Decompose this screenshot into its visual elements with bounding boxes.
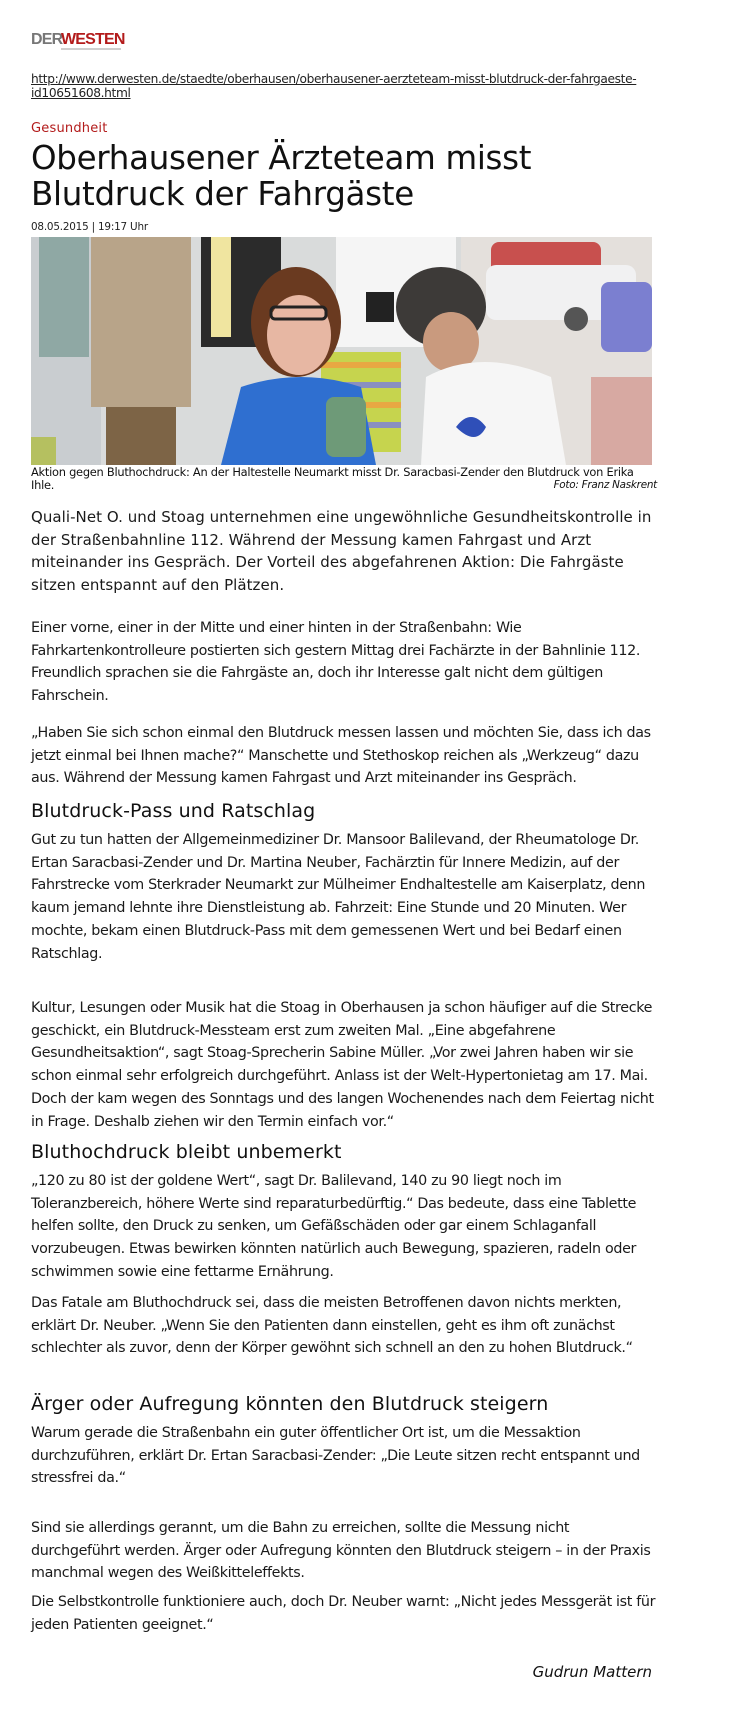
section-heading: Bluthochdruck bleibt unbemerkt	[31, 1141, 342, 1163]
article-paragraph: Warum gerade die Straßenbahn ein guter öffentlicher Ort ist, um die Messaktion durchzuführen, erklärt Dr. Ertan Saracbasi-Zender: „Die Leute sitzen recht entspannt und stressfrei da.“	[31, 1425, 640, 1487]
article-paragraph: Kultur, Lesungen oder Musik hat die Stoag in Oberhausen ja schon häufiger auf die Strecke geschickt, ein Blutdruck-Messteam erst zum zweiten Mal. „Eine abgefahrene Gesundheitsaktion“, sagt Stoag-Sprecherin Sabine Müller. „Vor zwei Jahren haben wir sie schon einmal sehr erfolgreich durchgeführt. Anlass ist der Welt-Hypertonietag am 17. Mai. Doch der kam wegen des Sonntags und des langen Wochenendes nach dem Feiertag nicht in Frage. Deshalb ziehen wir den Termin einfach vor.“	[31, 1000, 654, 1130]
article-paragraph: Sind sie allerdings gerannt, um die Bahn zu erreichen, sollte die Messung nicht durchgeführt werden. Ärger oder Aufregung könnten den Blutdruck steigern – in der Praxis manchmal wegen des Weißkitteleffekts.	[31, 1520, 651, 1582]
article-author: Gudrun Mattern	[532, 1663, 652, 1681]
section-heading: Blutdruck-Pass und Ratschlag	[31, 800, 316, 822]
article-paragraph: Die Selbstkontrolle funktioniere auch, doch Dr. Neuber warnt: „Nicht jedes Messgerät ist für jeden Patienten geeignet.“	[31, 1594, 656, 1633]
article-headline: Oberhausener Ärzteteam misst Blutdruck der Fahrgäste	[31, 139, 532, 213]
logo-text-der: DER	[31, 31, 63, 48]
photo-caption-text: Aktion gegen Bluthochdruck: An der Haltestelle Neumarkt misst Dr. Saracbasi-Zender den Blutdruck von Erika Ihle.	[31, 465, 634, 492]
photo-caption	[31, 466, 657, 492]
source-url-link[interactable]: http://www.derwesten.de/staedte/oberhausen/oberhausener-aerzteteam-misst-blutdruck-der-fahrgaeste-id10651608.html	[31, 72, 637, 100]
category-kicker[interactable]: Gesundheit	[31, 121, 108, 136]
article-photo	[31, 237, 652, 465]
logo-text-westen: WESTEN	[61, 31, 125, 48]
section-heading: Ärger oder Aufregung könnten den Blutdruck steigern	[31, 1393, 549, 1415]
article-paragraph: „Haben Sie sich schon einmal den Blutdruck messen lassen und möchten Sie, dass ich das jetzt einmal bei Ihnen mache?“ Manschette und Stethoskop reichen als „Werkzeug“ dazu aus. Während der Messung kamen Fahrgast und Arzt miteinander ins Gespräch.	[31, 725, 651, 787]
article-dateline: 08.05.2015 | 19:17 Uhr	[31, 221, 148, 233]
derwesten-logo	[31, 28, 131, 56]
article-paragraph: Gut zu tun hatten der Allgemeinmediziner Dr. Mansoor Balilevand, der Rheumatologe Dr. Ertan Saracbasi-Zender und Dr. Martina Neuber, Fachärztin für Innere Medizin, auf der Fahrstrecke vom Sterkrader Neumarkt zur Mülheimer Endhaltestelle am Kaiserplatz, denn kaum jemand lehnte ihre Dienstleistung ab. Fahrzeit: Eine Stunde und 20 Minuten. Wer mochte, bekam einen Blutdruck-Pass mit dem gemessenen Wert und bei Bedarf einen Ratschlag.	[31, 832, 646, 962]
photo-credit: Foto: Franz Naskrent	[553, 479, 657, 491]
logo-tagline-mark	[61, 48, 121, 50]
article-paragraph: Das Fatale am Bluthochdruck sei, dass die meisten Betroffenen davon nichts merkten, erklärt Dr. Neuber. „Wenn Sie den Patienten dann einstellen, geht es ihm oft zunächst schlechter als zuvor, denn der Körper gewöhnt sich schnell an den zu hohen Blutdruck.“	[31, 1295, 633, 1357]
article-paragraph: „120 zu 80 ist der goldene Wert“, sagt Dr. Balilevand, 140 zu 90 liegt noch im Toleranzbereich, höhere Werte sind reparaturbedürftig.“ Das bedeute, dass eine Tablette helfen sollte, den Druck zu senken, um Gefäßschäden oder gar einem Schlaganfall vorzubeugen. Etwas bewirken könnten natürlich auch Bewegung, spazieren, radeln oder schwimmen sowie eine fettarme Ernährung.	[31, 1173, 637, 1280]
article-lead: Quali-Net O. und Stoag unternehmen eine ungewöhnliche Gesundheitskontrolle in der Straßenbahnline 112. Während der Messung kamen Fahrgast und Arzt miteinander ins Gespräch. Der Vorteil des abgefahrenen Aktion: Die Fahrgäste sitzen entspannt auf den Plätzen.	[31, 508, 652, 595]
article-paragraph: Einer vorne, einer in der Mitte und einer hinten in der Straßenbahn: Wie Fahrkartenkontrolleure postierten sich gestern Mittag drei Fachärzte in der Bahnlinie 112. Freundlich sprachen sie die Fahrgäste an, doch ihr Interesse galt nicht dem gültigen Fahrschein.	[31, 620, 641, 705]
